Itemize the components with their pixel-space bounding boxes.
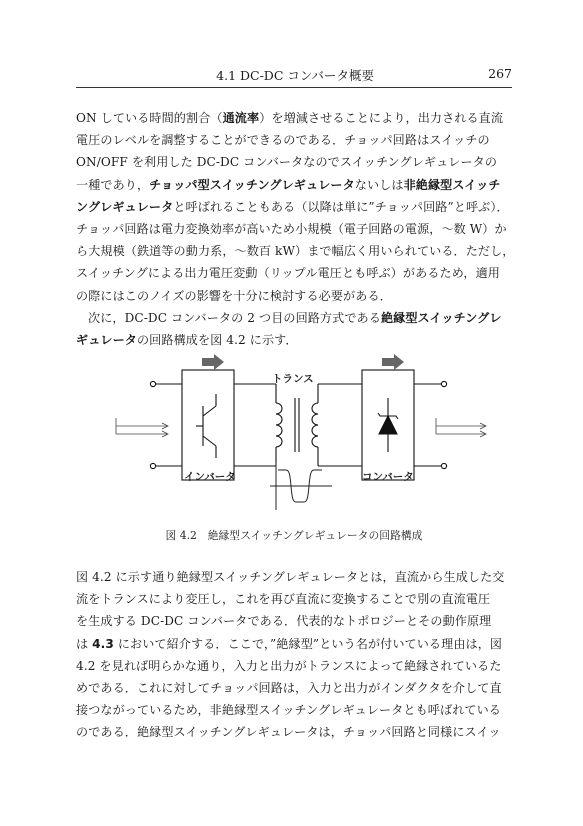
figure-caption: 図 4.2 絶縁型スイッチングレギュレータの回路構成 [165, 529, 423, 542]
paragraph-isolated-intro [76, 307, 516, 351]
text-run: スイッチングによる出力電圧変動（リップル電圧とも呼ぶ）があるため，適用 [76, 266, 500, 281]
text-line [76, 307, 516, 329]
text-run: 電圧のレベルを調整することができるのである．チョッパ回路はスイッチの [76, 133, 490, 148]
bold-term: 非絶縁型スイッチ [403, 177, 501, 192]
text-line [76, 329, 516, 351]
paragraph-isolated-detail [76, 566, 516, 744]
ac-waveform [270, 462, 332, 510]
text-line [76, 285, 516, 307]
text-run: を生成する DC-DC コンバータである．代表的なトポロジーとその動作原理 [76, 614, 492, 629]
transformer-label: トランス [272, 373, 314, 385]
text-run: ）を増減させることにより，出力される直流 [259, 111, 504, 125]
header-rule [76, 87, 512, 88]
text-line [76, 677, 516, 699]
running-header-title: 4.1 DC-DC コンバータ概要 [216, 68, 374, 83]
text-line [76, 633, 516, 655]
text-line [76, 588, 516, 610]
bold-term: チョッパ型スイッチングレギュレータ [149, 177, 355, 192]
bold-term: 4.3 [92, 636, 114, 651]
output-terminal-top [441, 381, 446, 386]
text-run: のである．絶縁型スイッチングレギュレータは，チョッパ回路と同様にスイッ [76, 725, 501, 740]
text-run: の回路構成を図 4.2 に示す． [136, 333, 298, 348]
text-run: ら大規模（鉄道等の動力系，～数百 kW）まで幅広く用いられている．ただし， [76, 244, 515, 259]
paragraph-chopper [76, 107, 516, 307]
text-line [76, 151, 516, 173]
text-run: ON/OFF を利用した DC-DC コンバータなのでスイッチングレギュレータの [76, 155, 498, 170]
running-header [76, 66, 512, 86]
text-line [76, 655, 516, 677]
text-run: チョッパ回路は電力変換効率が高いため小規模（電子回路の電源，～数 W）か [76, 221, 507, 236]
text-line [76, 174, 516, 196]
input-terminal-bottom [150, 463, 155, 468]
input-terminal-top [150, 381, 155, 386]
bold-term: 絶縁型スイッチングレ [380, 311, 502, 325]
text-line [76, 610, 516, 632]
text-run: 図 4.2 に示す通り絶縁型スイッチングレギュレータとは，直流から生成した交 [76, 570, 505, 584]
text-line [76, 699, 516, 721]
text-run: と呼ばれることもある（以降は単に”チョッパ回路”と呼ぶ）． [173, 199, 509, 214]
output-terminal-bottom [441, 463, 446, 468]
output-dc-arrow [436, 418, 486, 437]
power-flow-arrows [202, 354, 404, 370]
text-run: は [76, 636, 93, 651]
converter-label: コンバータ [362, 471, 414, 483]
page-number: 267 [488, 66, 512, 81]
text-run: において紹介する．ここで，”絶縁型”という名が付いている理由は，図 [113, 636, 503, 651]
text-line [76, 721, 516, 743]
text-line [76, 262, 516, 284]
inverter-block [182, 370, 234, 480]
text-line [76, 196, 516, 218]
text-line [76, 107, 516, 129]
text-line [76, 218, 516, 240]
figure-isolated-regulator [100, 352, 500, 522]
bold-term: ギュレータ [76, 333, 137, 348]
text-line [76, 240, 516, 262]
text-run: ないしは [354, 177, 404, 192]
primary-coil [276, 403, 282, 447]
diode-triangle [379, 416, 397, 434]
input-dc-arrow [116, 418, 168, 437]
text-run: ON している時間的割合（ [76, 111, 223, 125]
bold-term: ングレギュレータ [76, 199, 174, 214]
secondary-coil [312, 403, 318, 447]
text-run: 流をトランスにより変圧し，これを再び直流に変換することで別の直流電圧 [76, 592, 491, 607]
text-run: 接つながっているため，非絶縁型スイッチングレギュレータとも呼ばれている [76, 703, 501, 718]
text-run: の際にはこのノイズの影響を十分に検討する必要がある． [76, 288, 392, 303]
inverter-label: インバータ [184, 471, 236, 483]
text-run: 次に，DC-DC コンバータの 2 つ目の回路方式である [88, 311, 381, 325]
text-run: めである．これに対してチョッパ回路は，入力と出力がインダクタを介して直 [76, 680, 502, 695]
text-run: 一種であり， [76, 177, 150, 192]
text-line [76, 566, 516, 588]
text-line [76, 129, 516, 151]
text-run: 4.2 を見れば明らかな通り，入力と出力がトランスによって絶縁されているた [76, 658, 502, 673]
bold-term: 通流率 [222, 111, 260, 125]
